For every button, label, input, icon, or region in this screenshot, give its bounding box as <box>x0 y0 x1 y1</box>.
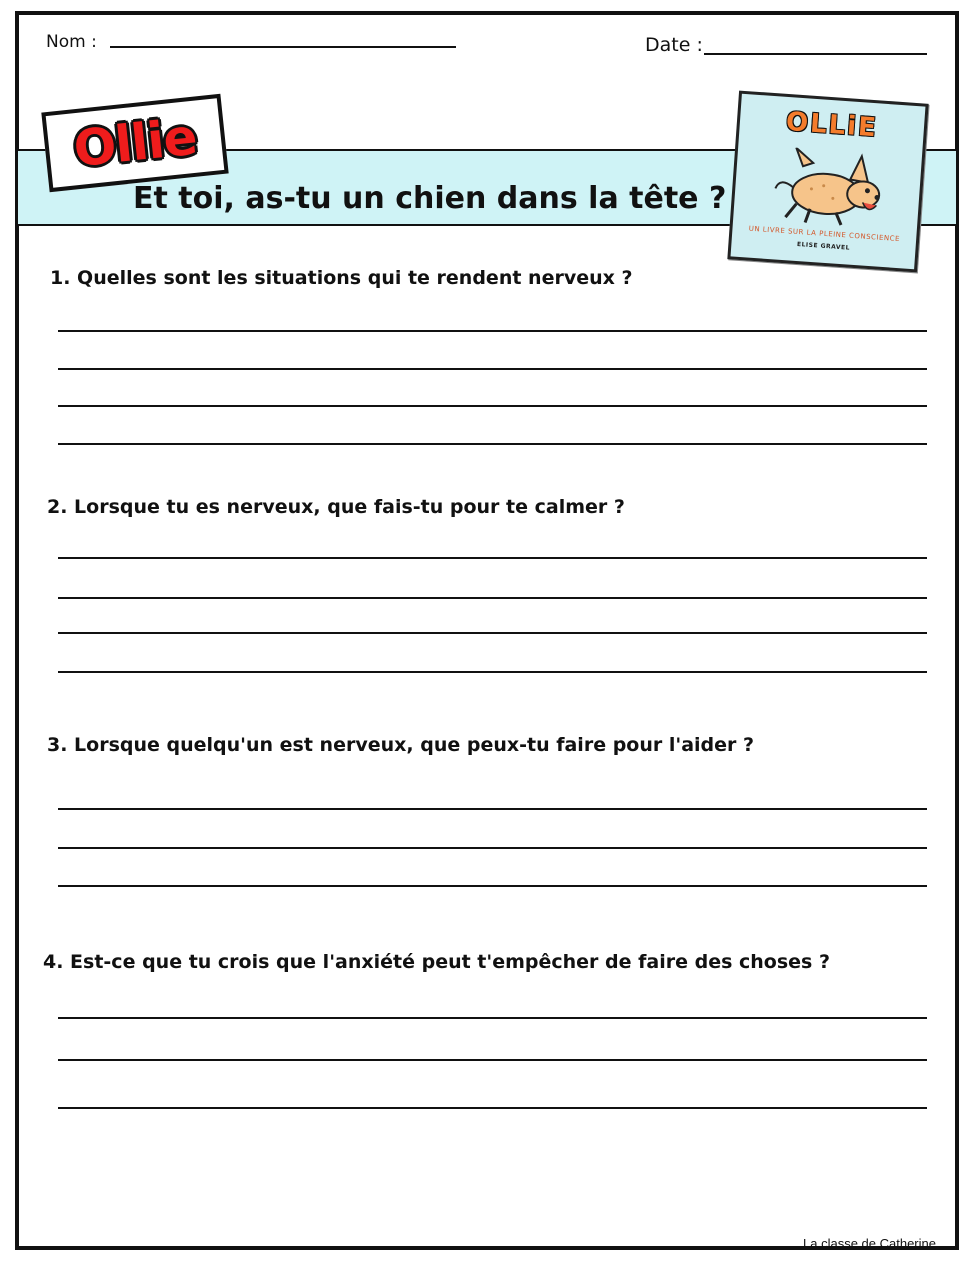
book-cover-image <box>727 91 928 273</box>
book-author: ELISE GRAVEL <box>796 241 851 252</box>
book-title: OLLiE <box>785 106 879 144</box>
question-4: 4. Est-ce que tu crois que l'anxiété peut t'empêcher de faire des choses ? <box>43 951 830 973</box>
nom-label: Nom : <box>46 32 97 52</box>
date-field-line[interactable] <box>704 53 927 55</box>
answer-line[interactable] <box>58 1017 927 1019</box>
footer-credit: La classe de Catherine <box>803 1236 936 1251</box>
answer-line[interactable] <box>58 597 927 599</box>
question-3: 3. Lorsque quelqu'un est nerveux, que peux-tu faire pour l'aider ? <box>47 734 755 756</box>
answer-line[interactable] <box>58 847 927 849</box>
dog-illustration-icon <box>769 146 894 234</box>
answer-line[interactable] <box>58 808 927 810</box>
book-subtitle: UN LIVRE SUR LA PLEINE CONSCIENCE <box>748 224 901 244</box>
answer-line[interactable] <box>58 557 927 559</box>
question-2: 2. Lorsque tu es nerveux, que fais-tu pour te calmer ? <box>47 496 625 518</box>
answer-line[interactable] <box>58 1059 927 1061</box>
page-title: Et toi, as-tu un chien dans la tête ? <box>133 181 727 216</box>
logo-text: Ollie <box>70 107 200 179</box>
answer-line[interactable] <box>58 368 927 370</box>
answer-line[interactable] <box>58 671 927 673</box>
date-label: Date : <box>645 34 703 56</box>
nom-field-line[interactable] <box>110 46 456 48</box>
answer-line[interactable] <box>58 1107 927 1109</box>
answer-line[interactable] <box>58 330 927 332</box>
answer-line[interactable] <box>58 632 927 634</box>
answer-line[interactable] <box>58 405 927 407</box>
answer-line[interactable] <box>58 885 927 887</box>
answer-line[interactable] <box>58 443 927 445</box>
question-1: 1. Quelles sont les situations qui te rendent nerveux ? <box>50 267 633 289</box>
